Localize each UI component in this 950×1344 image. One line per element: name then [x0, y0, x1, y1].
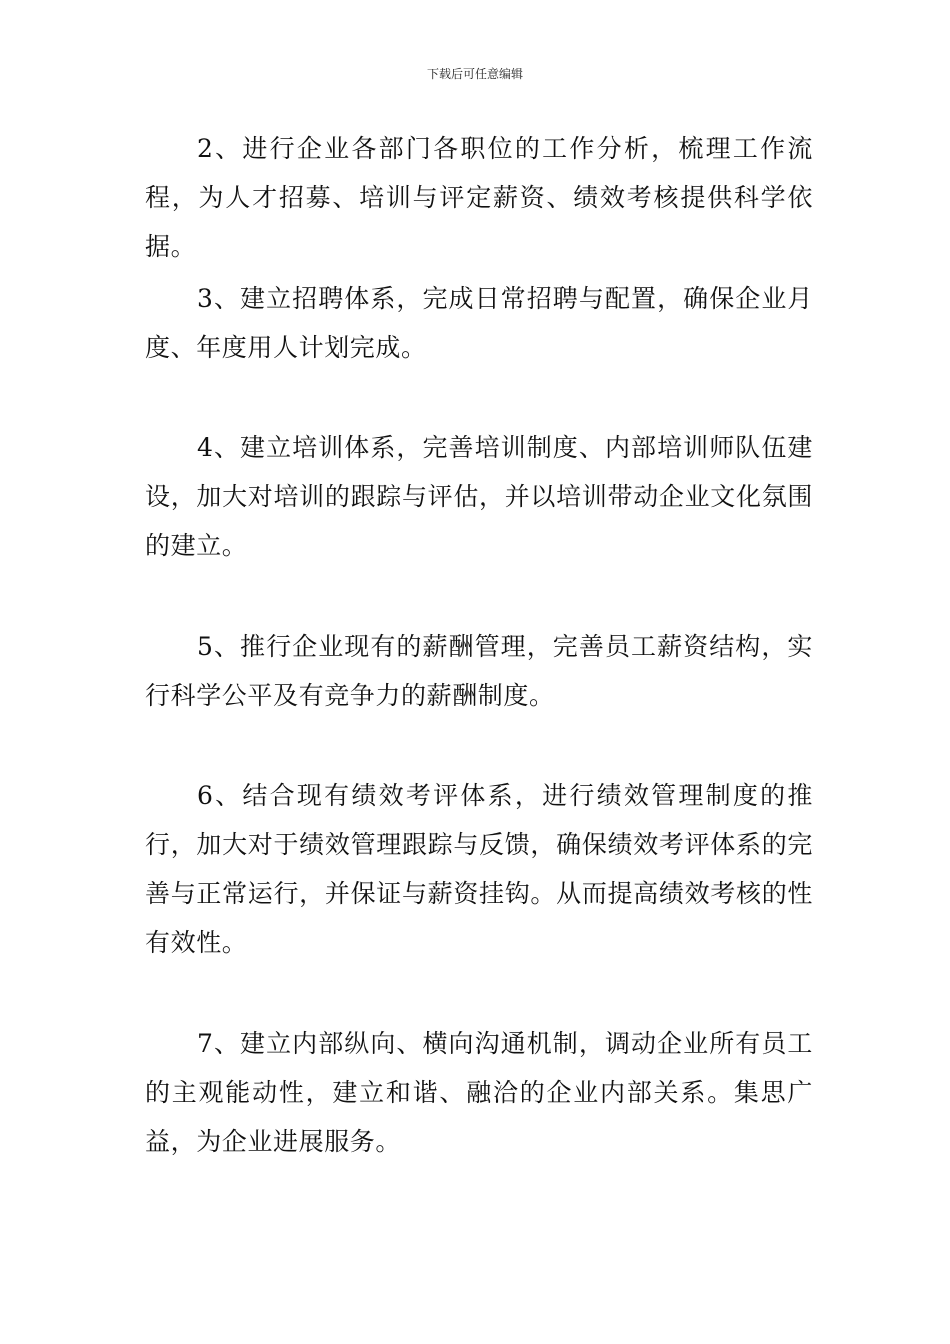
paragraph-item-2: 2、进行企业各部门各职位的工作分析，梳理工作流程，为人才招募、培训与评定薪资、绩效考核提供科学依据。 — [145, 134, 813, 261]
paragraph-item-3: 3、建立招聘体系，完成日常招聘与配置，确保企业月度、年度用人计划完成。 — [145, 284, 813, 362]
paragraph-item-5: 5、推行企业现有的薪酬管理，完善员工薪资结构，实行科学公平及有竞争力的薪酬制度。 — [145, 632, 813, 710]
paragraph-item-4: 4、建立培训体系，完善培训制度、内部培训师队伍建设，加大对培训的跟踪与评估，并以培训带动企业文化氛围的建立。 — [145, 433, 813, 560]
paragraph-item-7: 7、建立内部纵向、横向沟通机制，调动企业所有员工的主观能动性，建立和谐、融洽的企业内部关系。集思广益，为企业进展服务。 — [145, 1029, 813, 1156]
page-header: 下载后可任意编辑 — [426, 67, 523, 81]
paragraph-item-6: 6、结合现有绩效考评体系，进行绩效管理制度的推行，加大对于绩效管理跟踪与反馈，确保绩效考评体系的完善与正常运行，并保证与薪资挂钩。从而提高绩效考核的性有效性。 — [145, 781, 813, 957]
